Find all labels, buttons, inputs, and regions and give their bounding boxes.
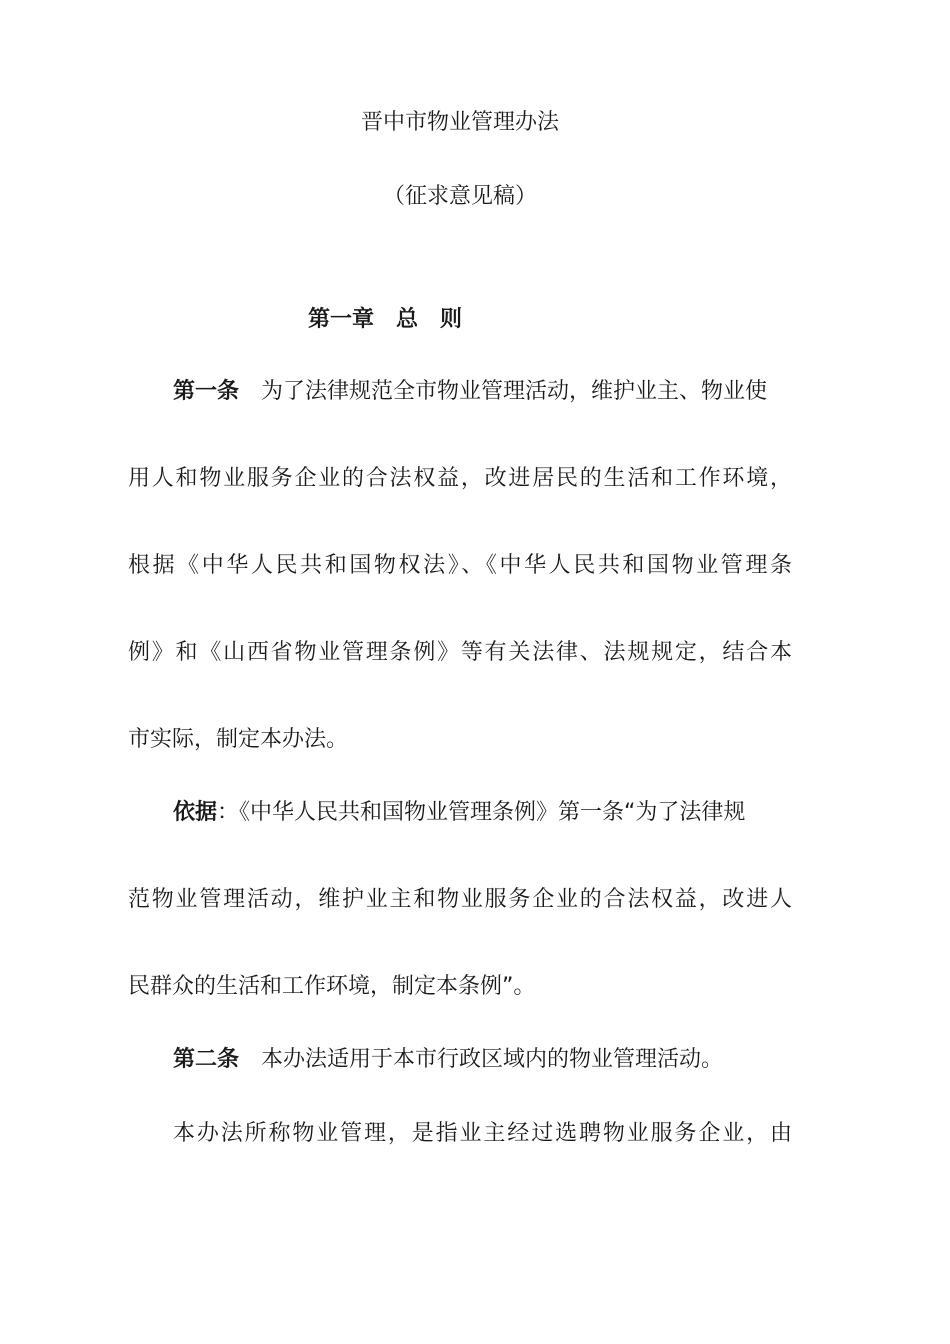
article-2-label: 第二条 [173, 1047, 240, 1072]
basis-text: ：《中华人民共和国物业管理条例》第一条“为了法律规 [217, 800, 746, 825]
article-2-text: 本办法适用于本市行政区域内的物业管理活动。 [261, 1047, 724, 1072]
article-2-line-1 [173, 1045, 792, 1075]
article-2-para-2-line-1: 本办法所称物业管理，是指业主经过选聘物业服务企业，由 [173, 1121, 792, 1146]
article-1-line-3: 根据《中华人民共和国物权法》、《中华人民共和国物业管理条 [128, 553, 792, 578]
article-1-line-4: 例》和《山西省物业管理条例》等有关法律、法规规定，结合本 [128, 640, 792, 665]
basis-line-3: 民群众的生活和工作环境，制定本条例”。 [128, 974, 536, 999]
basis-line-1 [173, 798, 792, 828]
chapter-heading: 第一章 总 则 [308, 307, 463, 332]
article-1-line-5: 市实际，制定本办法。 [128, 727, 349, 752]
document-title: 晋中市物业管理办法 [360, 110, 559, 135]
basis-line-2: 范物业管理活动，维护业主和物业服务企业的合法权益，改进人 [128, 887, 792, 912]
article-1-label: 第一条 [173, 379, 240, 404]
article-1-text: 为了法律规范全市物业管理活动，维护业主、物业使 [261, 379, 768, 404]
basis-label: 依据 [173, 800, 218, 825]
article-1-line-2: 用人和物业服务企业的合法权益，改进居民的生活和工作环境， [128, 466, 792, 491]
document-subtitle: （征求意见稿） [382, 184, 537, 209]
article-1-line-1 [173, 377, 792, 407]
